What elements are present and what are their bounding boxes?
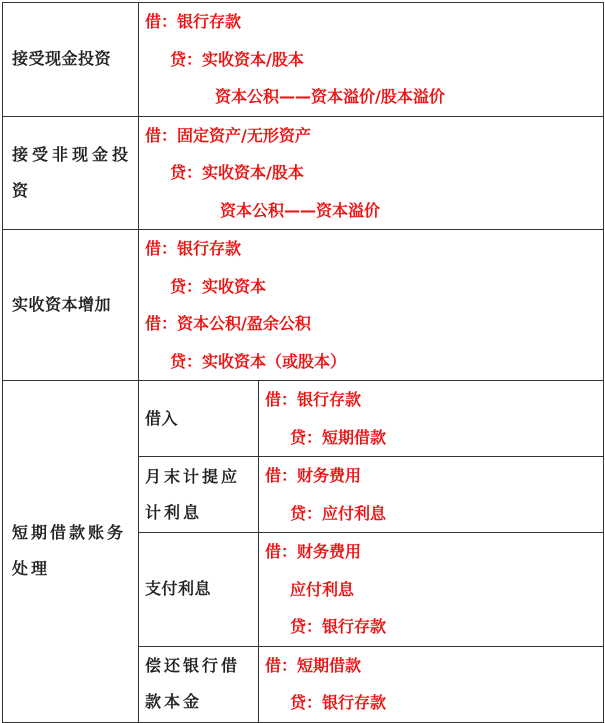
entry-line: 贷：应付利息	[290, 503, 387, 523]
entry-cell	[259, 381, 604, 457]
table-row	[3, 3, 604, 117]
row-label: 短期借款账务处理	[3, 381, 139, 723]
table-row	[3, 116, 604, 230]
row-label: 实收资本增加	[3, 230, 139, 381]
entry-line: 贷：实收资本/股本	[170, 163, 304, 182]
entry-line: 贷：实收资本/股本	[170, 49, 304, 69]
entry-line: 借：财务费用	[265, 466, 362, 485]
row-label: 接受非现金投资	[3, 116, 139, 230]
entry-cell	[259, 646, 604, 722]
entry-line: 借：资本公积/盈余公积	[145, 314, 311, 333]
entry-line: 借：银行存款	[145, 239, 242, 258]
journal-entry-table	[2, 2, 604, 723]
entry-line: 贷：实收资本	[170, 276, 267, 296]
sub-label: 月末计提应计利息	[139, 457, 259, 533]
entry-line: 贷：银行存款	[290, 617, 387, 636]
entry-line: 借：财务费用	[265, 542, 362, 561]
entry-line: 应付利息	[290, 579, 355, 599]
entry-cell	[259, 533, 604, 647]
entry-cell	[139, 3, 604, 117]
table-row	[3, 230, 604, 381]
sub-label: 支付利息	[139, 533, 259, 647]
entry-cell	[139, 230, 604, 381]
sub-label: 偿还银行借款本金	[139, 646, 259, 722]
entry-line: 借：短期借款	[265, 655, 362, 675]
entry-line: 借：银行存款	[265, 390, 362, 409]
entry-line: 资本公积——资本溢价/股本溢价	[215, 87, 445, 106]
table-row	[3, 381, 604, 457]
entry-line: 借：固定资产/无形资产	[145, 125, 311, 145]
entry-line: 资本公积——资本溢价	[220, 200, 381, 220]
sub-label: 借入	[139, 381, 259, 457]
entry-line: 贷：银行存款	[290, 693, 387, 712]
entry-line: 借：银行存款	[145, 12, 242, 31]
row-label: 接受现金投资	[3, 3, 139, 117]
entry-line: 贷：短期借款	[290, 427, 387, 447]
entry-line: 贷：实收资本（或股本）	[170, 351, 347, 371]
entry-cell	[139, 116, 604, 230]
entry-cell	[259, 457, 604, 533]
